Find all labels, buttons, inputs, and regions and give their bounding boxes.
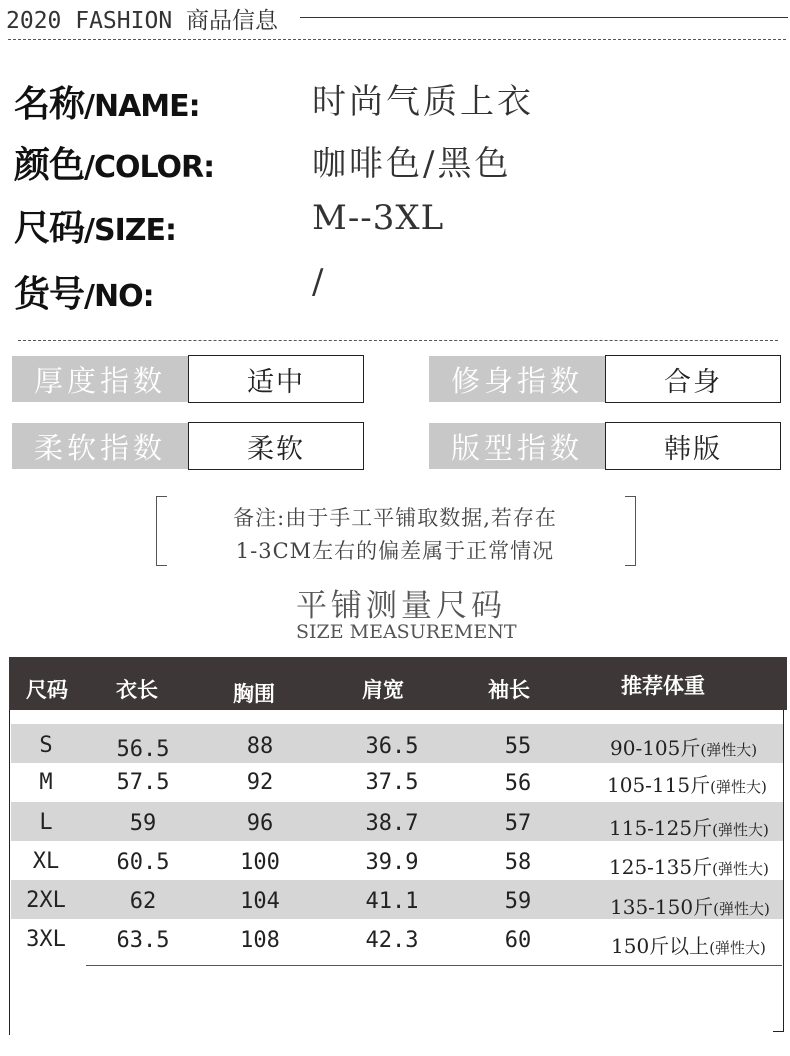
cell-weight: 150斤以上(弹性大): [611, 934, 766, 958]
cell-sleeve: 60: [504, 928, 532, 953]
cell-chest: 104: [240, 889, 280, 914]
header-length: 衣长: [116, 678, 158, 702]
header-shoulder: 肩宽: [362, 678, 404, 702]
thickness-index-value: 适中: [188, 355, 364, 403]
cell-chest: 96: [246, 811, 274, 836]
cell-size: L: [39, 810, 53, 835]
note-bracket-right: [625, 496, 636, 566]
header-sleeve: 袖长: [488, 678, 530, 702]
size-label: 尺码/SIZE:: [14, 208, 176, 249]
cell-sleeve: 55: [504, 734, 532, 759]
softness-index-label: 柔软指数: [12, 423, 188, 469]
note-bracket-left: [156, 496, 167, 566]
fit-index-label: 修身指数: [429, 356, 605, 402]
cell-chest: 100: [240, 850, 280, 875]
cell-length: 57.5: [116, 770, 170, 795]
cell-length: 63.5: [116, 928, 170, 953]
measurement-subtitle: SIZE MEASUREMENT: [296, 621, 517, 643]
cell-weight: 105-115斤(弹性大): [607, 773, 767, 797]
cell-length: 59: [129, 811, 157, 836]
cell-length: 60.5: [116, 850, 170, 875]
softness-index-value: 柔软: [188, 422, 364, 470]
cell-shoulder: 41.1: [365, 889, 419, 914]
header-size: 尺码: [26, 678, 68, 702]
fit-index-value: 合身: [605, 355, 781, 403]
thickness-index-label: 厚度指数: [12, 356, 188, 402]
color-value: 咖啡色/黑色: [312, 144, 512, 184]
name-value: 时尚气质上衣: [312, 82, 534, 122]
cell-weight: 125-135斤(弹性大): [609, 855, 769, 879]
table-left-border: [9, 657, 10, 1035]
header-weight: 推荐体重: [621, 674, 705, 698]
cell-size: M: [39, 770, 53, 795]
cell-chest: 88: [246, 734, 274, 759]
divider-middle: [18, 340, 778, 341]
cell-chest: 108: [240, 928, 280, 953]
cell-length: 56.5: [116, 737, 170, 762]
item-no-value: /: [312, 262, 327, 302]
cell-sleeve: 56: [504, 771, 532, 796]
note-line-2: 1-3CM左右的偏差属于正常情况: [235, 539, 555, 563]
cell-length: 62: [129, 889, 157, 914]
note-line-1: 备注:由于手工平铺取数据,若存在: [233, 506, 557, 530]
cell-weight: 115-125斤(弹性大): [609, 816, 769, 840]
header-chest: 胸围: [233, 682, 275, 706]
size-value: M--3XL: [312, 198, 445, 238]
header-rule: [300, 17, 788, 18]
cell-size: S: [39, 733, 53, 758]
item-no-label: 货号/NO:: [14, 274, 154, 315]
cell-sleeve: 59: [504, 889, 532, 914]
cell-size: 3XL: [26, 927, 66, 952]
style-index-label: 版型指数: [429, 423, 605, 469]
cell-weight: 90-105斤(弹性大): [610, 736, 758, 760]
cell-shoulder: 38.7: [365, 811, 419, 836]
name-label: 名称/NAME:: [14, 84, 200, 125]
cell-chest: 92: [246, 770, 274, 795]
divider-top: [8, 39, 786, 40]
cell-size: 2XL: [26, 888, 66, 913]
cell-size: XL: [32, 849, 60, 874]
style-index-value: 韩版: [605, 422, 781, 470]
cell-weight: 135-150斤(弹性大): [610, 895, 770, 919]
cell-shoulder: 36.5: [365, 734, 419, 759]
table-bottom-rule: [86, 965, 782, 966]
table-right-tick: [773, 1031, 784, 1032]
cell-shoulder: 37.5: [365, 770, 419, 795]
color-label: 颜色/COLOR:: [14, 145, 215, 186]
cell-sleeve: 57: [504, 811, 532, 836]
cell-sleeve: 58: [504, 850, 532, 875]
cell-shoulder: 42.3: [365, 928, 419, 953]
header-title: 2020 FASHION 商品信息: [6, 8, 279, 34]
measurement-title: 平铺测量尺码: [296, 588, 506, 624]
cell-shoulder: 39.9: [365, 850, 419, 875]
